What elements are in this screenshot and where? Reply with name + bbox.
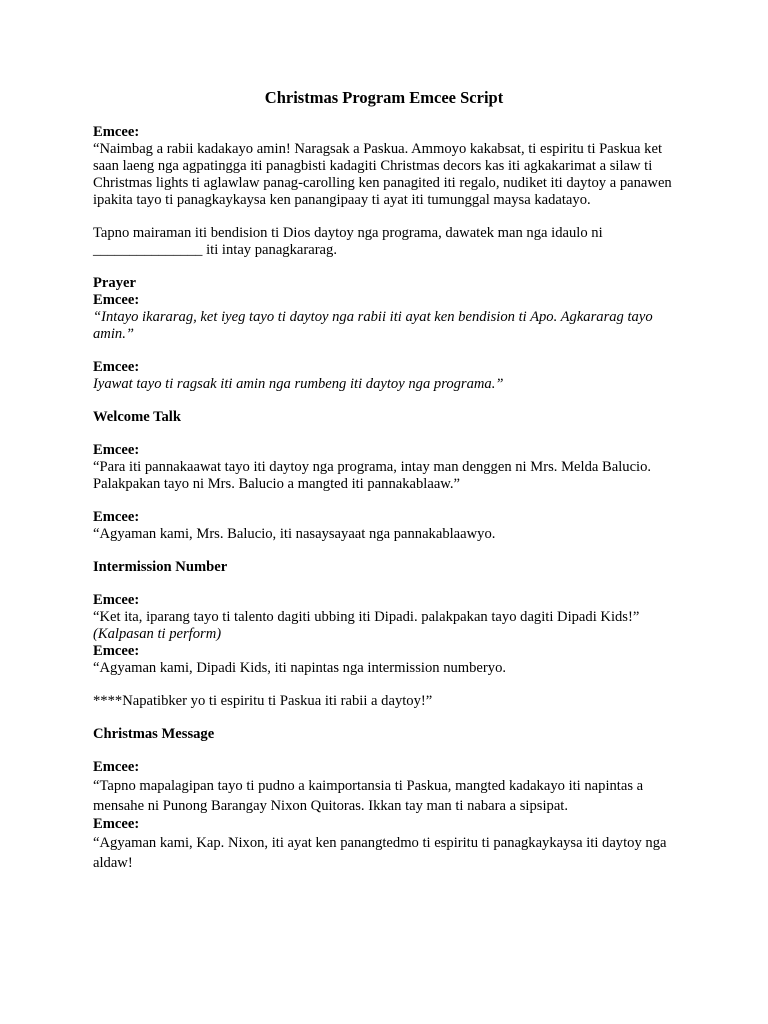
welcome-thanks-line: “Agyaman kami, Mrs. Balucio, iti nasaysayaat nga pannakablaawyo.: [93, 526, 496, 542]
emcee-label: Emcee:: [93, 816, 140, 832]
prayer-heading: Prayer: [93, 275, 136, 291]
prayer-closing-line: Iyawat tayo ti ragsak iti amin nga rumbeng iti daytoy nga programa.”: [93, 376, 504, 392]
welcome-heading: Welcome Talk: [93, 409, 181, 425]
opening-paragraph: “Naimbag a rabii kadakayo amin! Naragsak a Paskua. Ammoyo kakabsat, ti espiritu ti Paskua ket saan laeng nga agpatingga iti panagbisti kadagiti Christmas decors kas iti agkakarimat a silaw ti Christmas lights ti aglawlaw panag-carolling ken panagited iti regalo, nudiket iti daytoy a panawen ipakita tayo ti panagkaykaysa ken panangipaay ti ayat iti tumunggal maysa kadatayo.: [93, 141, 672, 208]
emcee-label: Emcee:: [93, 759, 140, 775]
emcee-label: Emcee:: [93, 643, 140, 659]
emcee-label: Emcee:: [93, 592, 140, 608]
intermission-stage-note: (Kalpasan ti perform): [93, 626, 222, 642]
emcee-label: Emcee:: [93, 359, 140, 375]
intermission-heading: Intermission Number: [93, 559, 228, 575]
emcee-label: Emcee:: [93, 292, 140, 308]
emcee-label: Emcee:: [93, 509, 140, 525]
script-body: [93, 124, 679, 873]
message-heading: Christmas Message: [93, 726, 215, 742]
intermission-closing-line: ****Napatibker yo ti espiritu ti Paskua iti rabii a daytoy!”: [93, 693, 433, 709]
invocation-blank-line: _______________ iti intay panagkararag.: [93, 242, 337, 258]
emcee-label: Emcee:: [93, 442, 140, 458]
message-thanks-line: “Agyaman kami, Kap. Nixon, iti ayat ken panangtedmo ti espiritu ti panagkaykaysa iti daytoy nga aldaw!: [93, 835, 667, 871]
prayer-line: “Intayo ikararag, ket iyeg tayo ti daytoy nga rabii iti ayat ken bendision ti Apo. Agkararag tayo amin.”: [93, 309, 653, 342]
document-title: Christmas Program Emcee Script: [264, 88, 504, 107]
welcome-line: “Para iti pannakaawat tayo iti daytoy nga programa, intay man denggen ni Mrs. Melda Balucio. Palakpakan tayo ni Mrs. Balucio a mangted iti pannakablaaw.”: [93, 459, 652, 492]
invocation-intro: Tapno mairaman iti bendision ti Dios daytoy nga programa, dawatek man nga idaulo ni: [93, 225, 603, 241]
intermission-thanks-line: “Agyaman kami, Dipadi Kids, iti napintas nga intermission numberyo.: [93, 660, 507, 676]
intermission-line: “Ket ita, iparang tayo ti talento dagiti ubbing iti Dipadi. palakpakan tayo dagiti Dipadi Kids!”: [93, 609, 640, 625]
message-line: “Tapno mapalagipan tayo ti pudno a kaimportansia ti Paskua, mangted kadakayo iti napintas a mensahe ni Punong Barangay Nixon Quitoras. Ikkan tay man ti nabara a sipsipat.: [93, 778, 644, 814]
emcee-label: Emcee:: [93, 124, 140, 140]
